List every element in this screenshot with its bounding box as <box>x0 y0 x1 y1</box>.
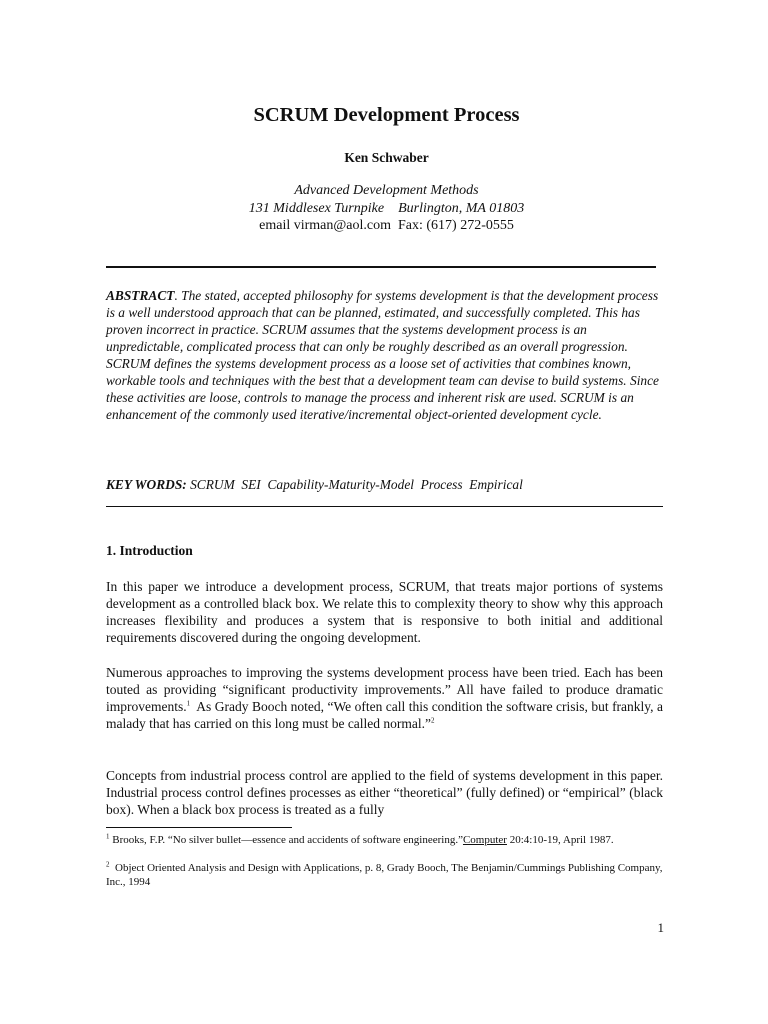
footnote-1-journal: Computer <box>462 834 507 846</box>
keywords-divider <box>106 506 663 507</box>
keywords-text: SCRUM SEI Capability-Maturity-Model Process Empirical <box>186 477 523 492</box>
paper-title: SCRUM Development Process <box>253 104 520 126</box>
author-name: Ken Schwaber <box>344 150 429 165</box>
page-number: 1 <box>657 920 664 935</box>
footnote-1-text-b: 20:4:10-19, April 1987. <box>506 834 614 846</box>
footnote-ref-1: 1 <box>186 699 191 708</box>
contact-info: email virman@aol.com Fax: (617) 272-0555 <box>259 218 514 233</box>
intro-paragraph-3: Concepts from industrial process control are applied to the field of systems development in this paper. Industrial process control defines processes as either “theoretical” (fully defined) or “empirical” (black box). When a black box process is treated as a fully <box>106 768 663 817</box>
footnote-1-text-a: Brooks, F.P. “No silver bullet—essence and accidents of software engineering.” <box>109 834 463 846</box>
section-heading: 1. Introduction <box>106 543 193 558</box>
footnote-divider <box>106 827 292 828</box>
footnote-ref-2: 2 <box>431 716 435 725</box>
para2-text-a: Numerous approaches to improving the systems development process have been tried. Each has been touted as providing “significant productivity improvements.” All have failed to produce dramatic improvements. <box>106 665 663 714</box>
footnote-1 <box>106 833 663 847</box>
abstract-block <box>106 287 663 423</box>
para2-text-b: As Grady Booch noted, “We often call this condition the software crisis, but frankly, a malady that has carried on this long must be called normal.” <box>106 699 667 731</box>
intro-paragraph-2 <box>106 664 667 732</box>
footnote-2-text: Object Oriented Analysis and Design with Applications, p. 8, Grady Booch, The Benjamin/Cummings Publishing Company, Inc., 1994 <box>106 862 666 888</box>
abstract-text: . The stated, accepted philosophy for systems development is that the development process is a well understood approach that can be planned, estimated, and successfully completed. This has proven incorrect in practice. SCRUM assumes that the systems development process is an unpredictable, complicated process that can only be roughly described as an overall progression. SCRUM defines the systems development process as a loose set of activities that combines known, workable tools and techniques with the best that a development team can devise to build systems. Since these activities are loose, controls to manage the process and inherent risk are used. SCRUM is an enhancement of the commonly used iterative/incremental object-oriented development cycle. <box>106 288 659 422</box>
footnote-1-number: 1 <box>106 832 110 841</box>
header-divider <box>106 266 656 268</box>
organization: Advanced Development Methods <box>294 183 479 198</box>
keywords-line <box>106 476 663 493</box>
abstract-label: ABSTRACT <box>106 288 175 303</box>
keywords-label: KEY WORDS: <box>106 477 187 492</box>
footnote-2-number: 2 <box>106 860 110 869</box>
intro-paragraph-1: In this paper we introduce a development process, SCRUM, that treats major portions of systems development as a controlled black box. We relate this to complexity theory to show why this approach increases flexibility and produces a system that is responsive to both initial and additional requirements discovered during the ongoing development. <box>106 579 663 645</box>
address: 131 Middlesex Turnpike Burlington, MA 01803 <box>248 201 525 216</box>
footnote-2 <box>106 860 666 889</box>
